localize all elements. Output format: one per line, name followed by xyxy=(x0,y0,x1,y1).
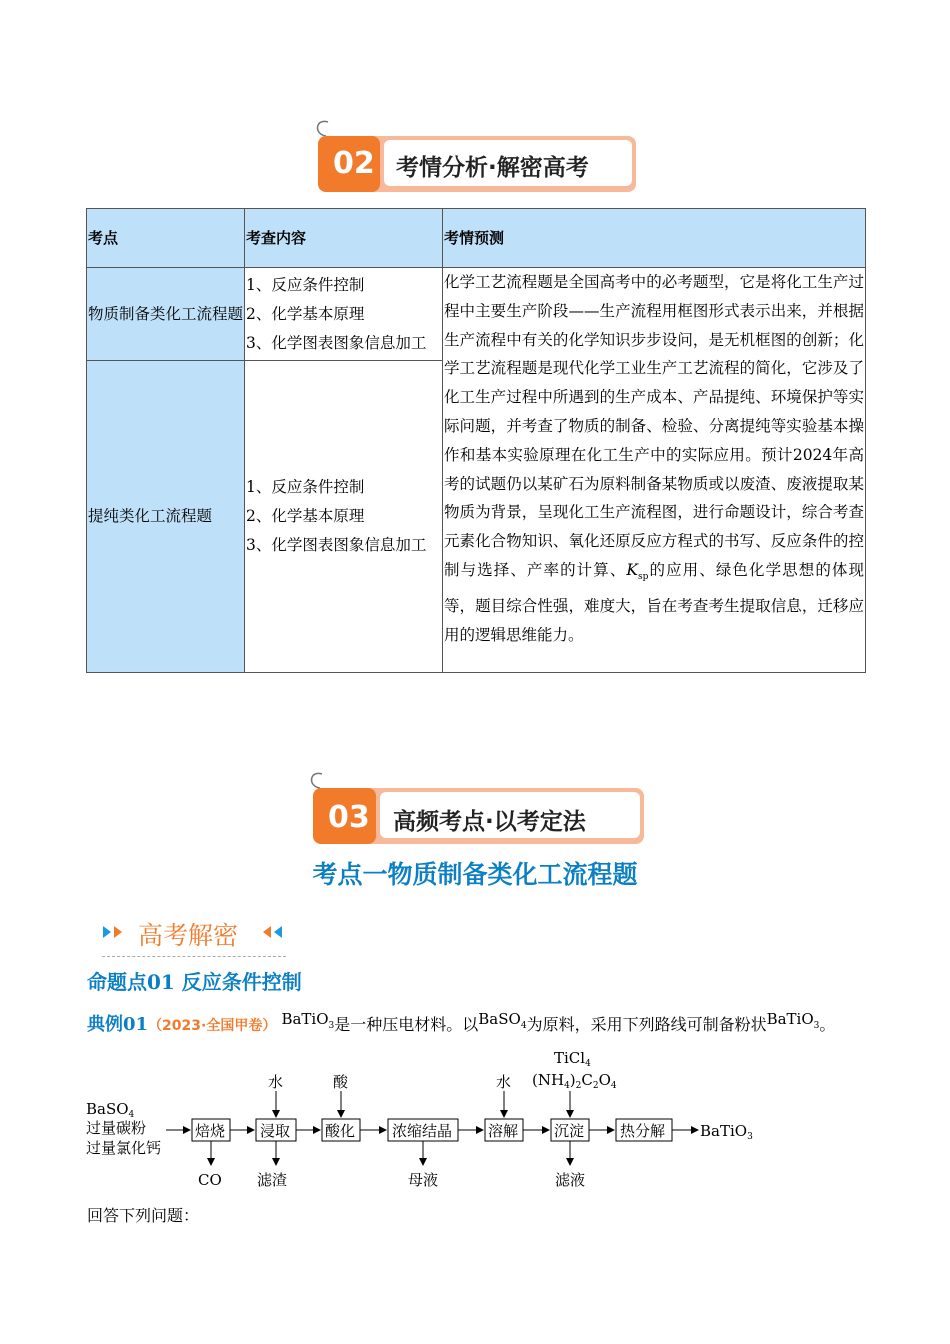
prediction-part2: 的应用、绿色化学思想的体现等，题目综合性强，难度大，旨在考查考生提取信息，迁移应用的逻辑思维能力。 xyxy=(444,560,864,644)
formula-baso4: BaSO$_4$ xyxy=(478,1010,527,1031)
example-label: 典例01 xyxy=(87,1014,149,1035)
ksp-symbol: K xyxy=(626,560,639,579)
prediction-part1: 化学工艺流程题是全国高考中的必考题型，它是将化工生产过程中主要生产阶段——生产流程用框图形式表示出来，并根据生产流程中有关的化学知识步步设问，是无机框图的创新；化学工艺流程题是现代化学工业生产工艺流程的简化，它涉及了化工生产过程中所遇到的生产成本、产品提纯、环境保护等实际问题，并考查了物质的制备、检验、分离提纯等实验基本操作和基本实验原理在化工生产中的实际应用。预计2024年高考的试题仍以某矿石为原料制备某物质或以废渣、废液提取某物质为背景，呈现化工生产流程图，进行命题设计，综合考查元素化合物知识、氧化还原反应方程式的书写、反应条件的控制与选择、产率的计算、 xyxy=(444,273,864,579)
prediction-text xyxy=(444,268,864,649)
secret-text: 高考解密 xyxy=(138,921,239,950)
section-title: 考点一物质制备类化工流程题 xyxy=(312,860,638,889)
point-title: 命题点01 反应条件控制 xyxy=(87,970,302,994)
topic-cell: 提纯类化工流程题 xyxy=(87,361,245,673)
content-item: 1、反应条件控制 xyxy=(246,275,365,294)
content-item: 2、化学基本原理 xyxy=(246,304,365,323)
formula-batio3-2: BaTiO$_3$ xyxy=(766,1010,820,1031)
process-flow-diagram xyxy=(84,1045,774,1195)
banner-02-title: 考情分析·解密高考 xyxy=(396,155,589,181)
feed-materials xyxy=(86,1100,161,1157)
ksp-subscript: sp xyxy=(638,572,649,583)
output-residue: 滤渣 xyxy=(257,1171,288,1189)
step-leach: 浸取 xyxy=(260,1122,291,1140)
header-prediction: 考情预测 xyxy=(443,209,866,268)
exam-secret-label xyxy=(100,912,290,956)
step-acidify: 酸化 xyxy=(325,1122,356,1140)
example-source: （2023·全国甲卷） xyxy=(148,1018,277,1034)
secret-underline xyxy=(102,956,286,957)
input-water-2: 水 xyxy=(496,1073,512,1091)
double-arrow-right-icon xyxy=(100,922,134,952)
banner-03-number: 03 xyxy=(328,800,370,835)
content-item: 2、化学基本原理 xyxy=(246,507,365,525)
output-co: CO xyxy=(198,1171,222,1189)
step-precipitate: 沉淀 xyxy=(554,1122,585,1140)
feed-carbon: 过量碳粉 xyxy=(86,1119,147,1137)
step-decompose: 热分解 xyxy=(620,1122,666,1140)
content-item: 3、化学图表图象信息加工 xyxy=(246,333,427,352)
input-water-1: 水 xyxy=(268,1073,284,1091)
svg-text:BaSO4: BaSO$_4$ xyxy=(86,1100,135,1120)
table-row xyxy=(87,268,866,361)
content-cell xyxy=(245,361,443,673)
input-acid: 酸 xyxy=(333,1073,349,1091)
content-item: 1、反应条件控制 xyxy=(246,478,365,496)
step-crystallize: 浓缩结晶 xyxy=(392,1122,453,1140)
input-ticl4: TiCl$_4$ xyxy=(554,1049,591,1069)
step-roast: 焙烧 xyxy=(195,1122,226,1140)
feed-calcium-chloride: 过量氯化钙 xyxy=(86,1139,162,1157)
banner-03-title: 高频考点·以考定法 xyxy=(393,809,586,835)
section-banner-02 xyxy=(0,118,950,188)
content-cell xyxy=(245,268,443,361)
double-arrow-left-icon xyxy=(260,922,294,952)
content-item: 3、化学图表图象信息加工 xyxy=(246,536,427,554)
example-text2: 为原料，采用下列路线可制备粉状 xyxy=(526,1015,767,1034)
topic-cell: 物质制备类化工流程题 xyxy=(87,268,245,361)
answer-prompt: 回答下列问题： xyxy=(87,1206,200,1225)
step-dissolve: 溶解 xyxy=(488,1122,519,1140)
example-text1: 是一种压电材料。以 xyxy=(334,1015,479,1034)
example-text3: 。 xyxy=(819,1015,836,1034)
output-filtrate: 滤液 xyxy=(555,1171,586,1189)
header-content: 考查内容 xyxy=(245,209,443,268)
banner-02-number: 02 xyxy=(333,146,375,181)
output-mother-liquor: 母液 xyxy=(408,1171,439,1189)
example-line xyxy=(87,1010,835,1037)
table-header-row xyxy=(87,209,866,268)
formula-batio3: BaTiO$_3$ xyxy=(281,1010,335,1031)
section-banner-03 xyxy=(0,770,950,840)
product-batio3: BaTiO$_3$ xyxy=(700,1122,753,1142)
exam-analysis-table xyxy=(86,208,866,673)
prediction-cell xyxy=(443,268,866,673)
input-ammonium-oxalate: $(NH_4)_2C_2O_4$ xyxy=(532,1071,617,1091)
header-topic: 考点 xyxy=(87,209,245,268)
